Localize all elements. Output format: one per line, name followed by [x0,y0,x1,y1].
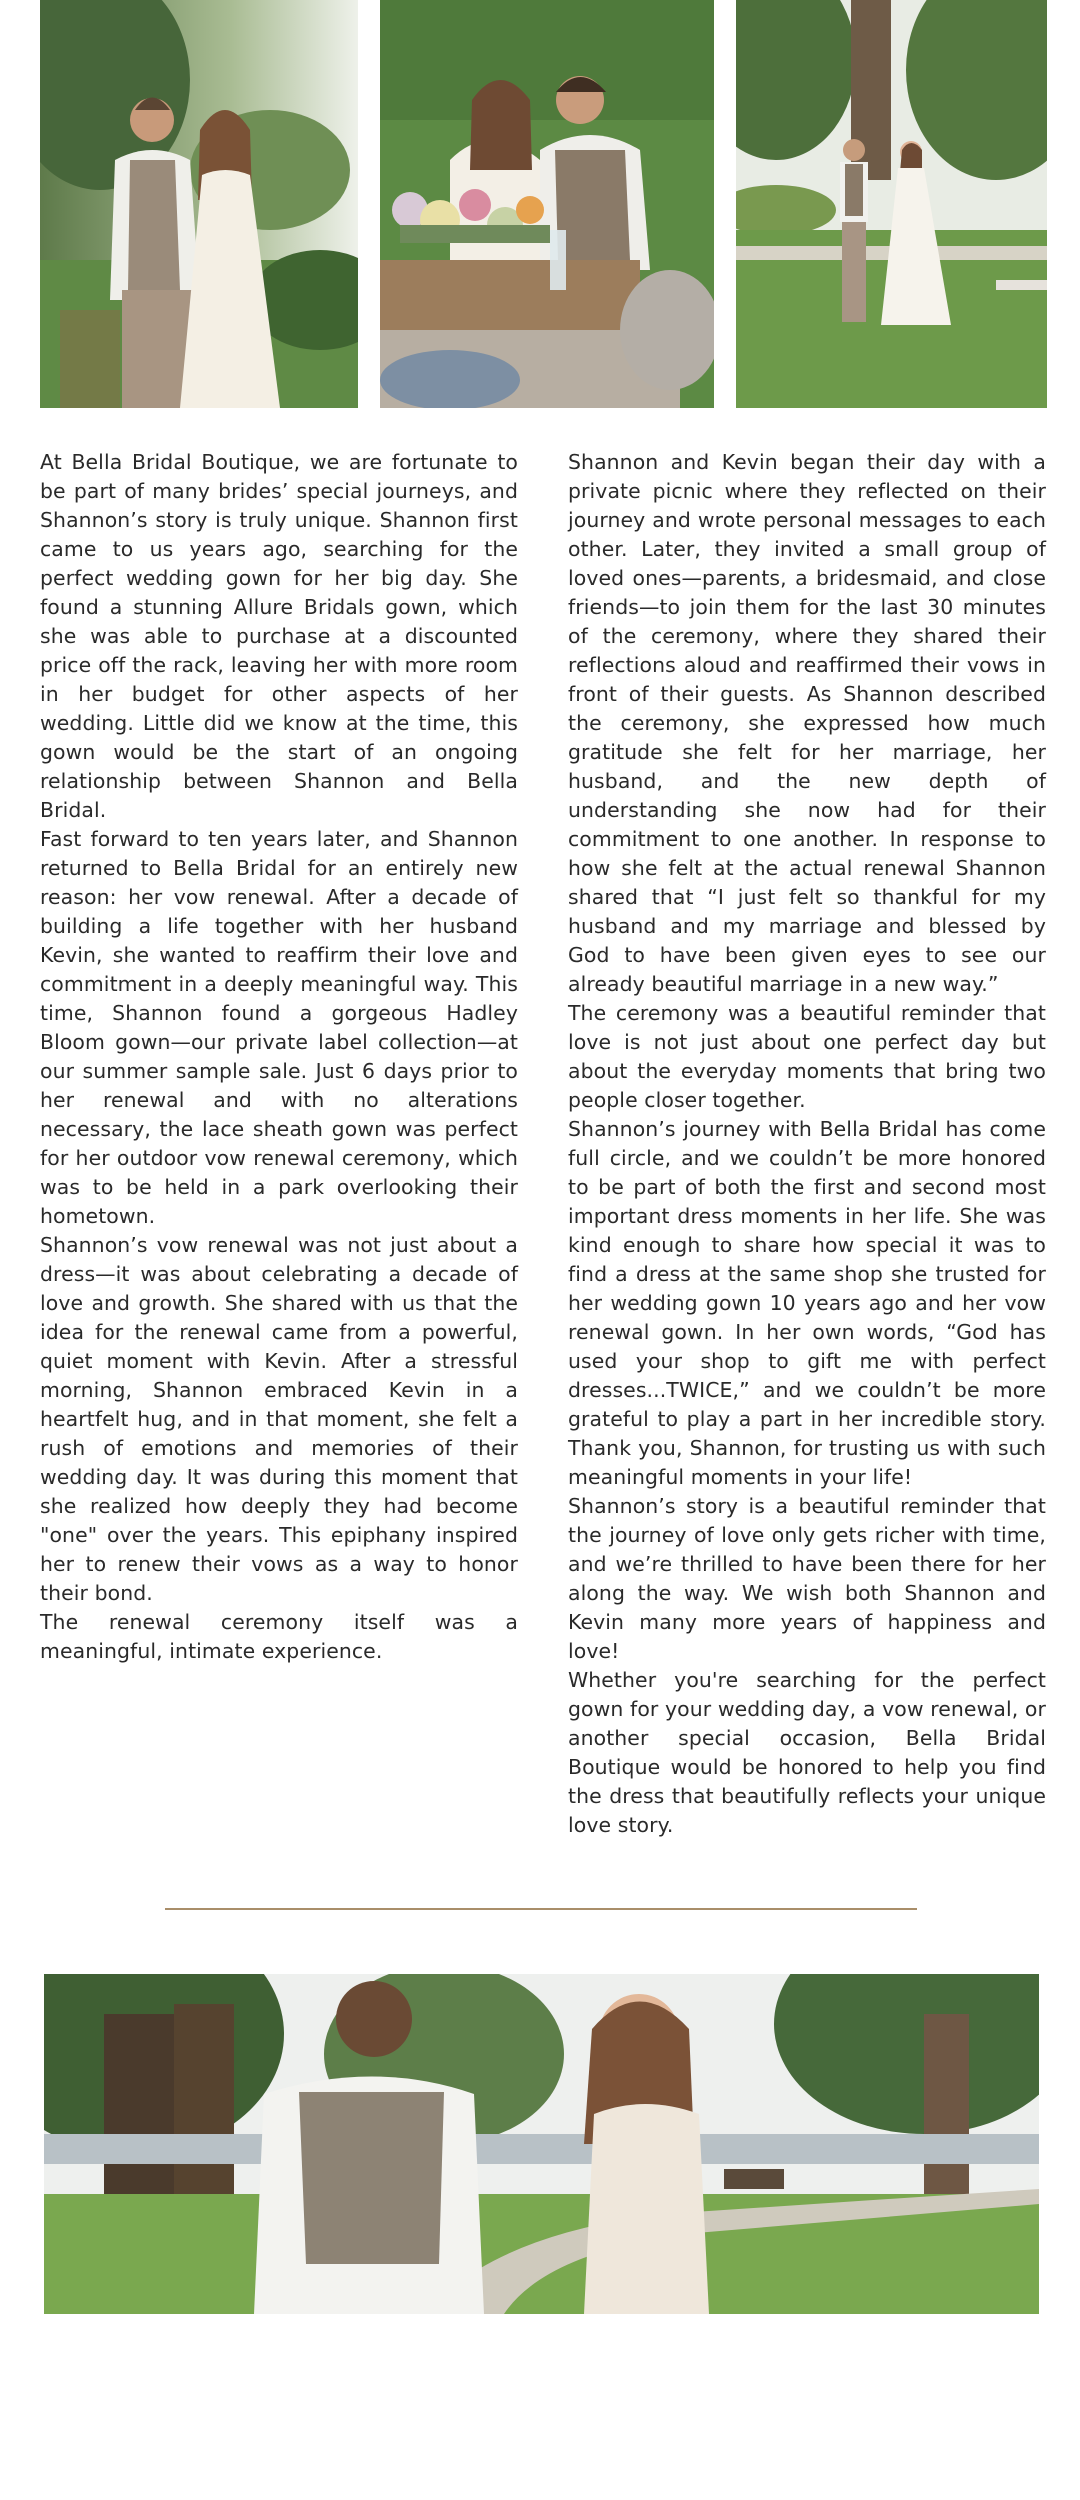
article-paragraph: Shannon’s vow renewal was not just about a dress—it was about celebrating a decade of love and growth. She shared with us that the idea for the renewal came from a powerful, quiet moment with Kevin. After a stressful morning, Shannon embraced Kevin in a heartfelt hug, and in that moment, she felt a rush of emotions and memories of their wedding day. It was during this moment that she realized how deeply they had become "one" over the years. This epiphany inspired her to renew their vows as a way to honor their bond. [40,1233,518,1605]
article-paragraph: Shannon’s journey with Bella Bridal has come full circle, and we couldn’t be more honored to be part of both the first and second most important dress moments in her life. She was kind enough to share how special it was to find a dress at the same shop she trusted for her wedding gown 10 years ago and her vow renewal gown. In her own words, “God has used your shop to gift me with perfect dresses...TWICE,” and we couldn’t be more grateful to play a part in her incredible story. Thank you, Shannon, for trusting us with such meaningful moments in your life! [568,1117,1046,1489]
article-right-column [568,448,1046,1840]
article-paragraph: The renewal ceremony itself was a meaningful, intimate experience. [40,1610,518,1663]
article-left-column [40,448,518,1666]
article-paragraph: Shannon and Kevin began their day with a private picnic where they reflected on their journey and wrote personal messages to each other. Later, they invited a small group of loved ones—parents, a bridesmaid, and close friends—to join them for the last 30 minutes of the ceremony, where they shared their reflections aloud and reaffirmed their vows in front of their guests. As Shannon described the ceremony, she expressed how much gratitude she felt for her marriage, her husband, and the new depth of understanding she now had for their commitment to one another. In response to how she felt at the actual renewal Shannon shared that “I just felt so thankful for my husband and my marriage and blessed by God to have been given eyes to see our already beautiful marriage in a new way.” [568,450,1046,996]
article-paragraph: Shannon’s story is a beautiful reminder that the journey of love only gets richer with time, and we’re thrilled to have been there for her along the way. We wish both Shannon and Kevin many more years of happiness and love! [568,1494,1046,1663]
article-paragraph: At Bella Bridal Boutique, we are fortunate to be part of many brides’ special journeys, and Shannon’s story is truly unique. Shannon first came to us years ago, searching for the perfect wedding gown for her big day. She found a stunning Allure Bridals gown, which she was able to purchase at a discounted price off the rack, leaving her with more room in her budget for other aspects of her wedding. Little did we know at the time, this gown would be the start of an ongoing relationship between Shannon and Bella Bridal. [40,450,518,822]
article-paragraph: Fast forward to ten years later, and Shannon returned to Bella Bridal for an entirely new reason: her vow renewal. After a decade of building a life together with her husband Kevin, she wanted to reaffirm their love and commitment in a deeply meaningful way. This time, Shannon found a gorgeous Hadley Bloom gown—our private label collection—at our summer sample sale. Just 6 days prior to her renewal and with no alterations necessary, the lace sheath gown was perfect for her outdoor vow renewal ceremony, which was to be held in a park overlooking their hometown. [40,827,518,1228]
couple-at-picnic-table-photo [380,0,714,408]
article-paragraph: Whether you're searching for the perfect gown for your wedding day, a vow renewal, or another special occasion, Bella Bridal Boutique would be honored to help you find the dress that beautifully reflects your unique love story. [568,1668,1046,1837]
couple-walking-in-park-photo [736,0,1047,408]
couple-holding-hands-in-park-photo [44,1974,1039,2314]
couple-embracing-in-garden-photo [40,0,358,408]
section-divider [165,1908,917,1910]
article-paragraph: The ceremony was a beautiful reminder that love is not just about one perfect day but about the everyday moments that bring two people closer together. [568,1001,1046,1112]
